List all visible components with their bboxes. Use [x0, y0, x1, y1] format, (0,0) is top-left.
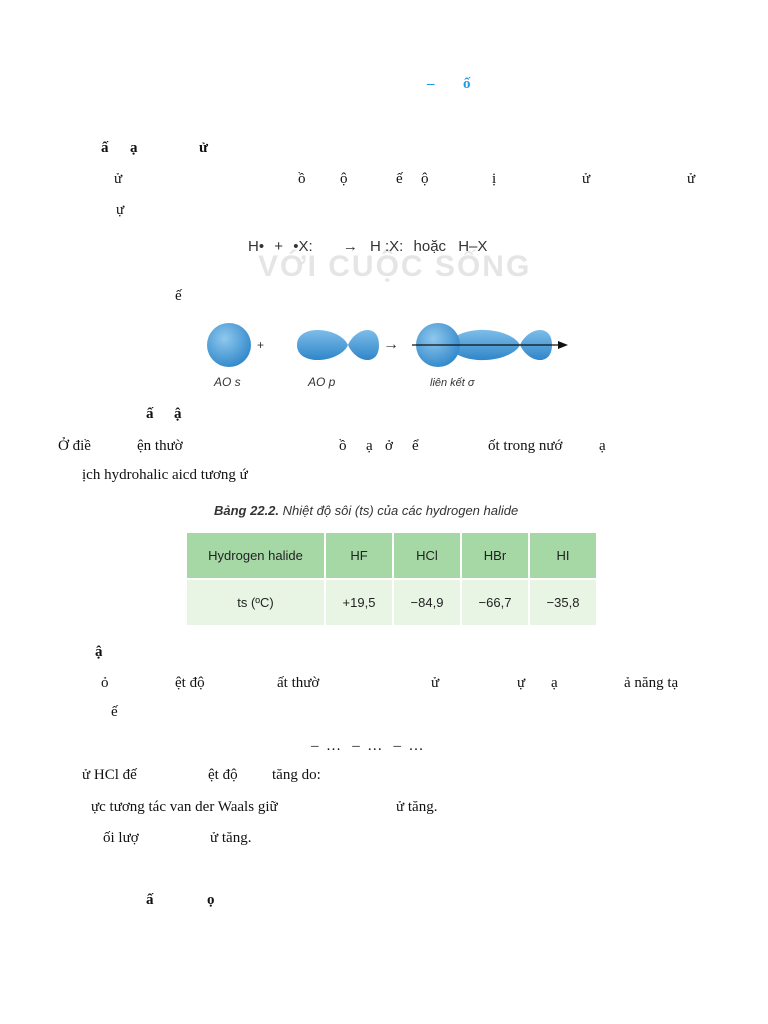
- text-frag: ốt trong nướ: [488, 438, 563, 454]
- text-frag: ở: [385, 438, 393, 454]
- eq-hx: H–X: [458, 238, 488, 255]
- section3-heading: ậ: [95, 644, 103, 660]
- text-frag: ối lượ: [103, 830, 139, 846]
- text-frag: ế: [111, 704, 118, 720]
- watermark: VỚI CUỘC SỐNG: [258, 250, 532, 283]
- table-header-cell: Hydrogen halide: [186, 532, 325, 579]
- text-frag: ử: [582, 171, 591, 187]
- text-frag: ự: [517, 675, 526, 691]
- bond-axis-arrowhead: [558, 341, 568, 349]
- dash-sequence: – … – … – …: [311, 738, 424, 754]
- label-ao-p: AO p: [308, 375, 336, 389]
- text-frag: ử: [114, 171, 123, 187]
- text-frag: ồ: [298, 171, 306, 187]
- table-header-cell: HI: [529, 532, 597, 579]
- text-frag: ỏ: [101, 675, 109, 691]
- eq-plus: +: [274, 238, 284, 255]
- plus-sign: +: [257, 338, 265, 352]
- text-frag: ử HCl đế: [82, 767, 137, 783]
- eq-hoac: hoặc: [413, 238, 447, 255]
- text-frag: tăng do:: [272, 767, 321, 783]
- section4-heading-frag: ấ: [146, 892, 154, 908]
- title-fragment: ố: [463, 76, 471, 92]
- label-sigma-bond: liên kết σ: [430, 377, 475, 389]
- eq-h-dot: H•: [248, 238, 265, 255]
- section1-heading-frag: ử: [199, 140, 209, 156]
- text-frag: ạ: [599, 438, 606, 454]
- text-frag: ế: [396, 171, 403, 187]
- text-frag: ực tương tác van der Waals giữ: [91, 799, 278, 815]
- text-frag: ể: [412, 438, 419, 454]
- text-frag: ệt độ: [208, 767, 238, 783]
- text-frag: ử: [431, 675, 440, 691]
- orbital-diagram: [200, 315, 580, 395]
- title-fragment-dash: –: [427, 76, 435, 92]
- section2-heading-frag: ấ: [146, 406, 154, 422]
- text-frag: ế: [175, 288, 182, 304]
- section4-heading-frag: ọ: [207, 892, 215, 908]
- section1-heading-frag: ạ: [130, 140, 138, 156]
- eq-arrow: →: [342, 238, 358, 255]
- text-frag: ộ: [421, 171, 429, 187]
- table-header-cell: HF: [325, 532, 393, 579]
- lewis-equation: [248, 238, 487, 255]
- text-frag: ồ: [339, 438, 347, 454]
- p-orbital-icon: [297, 330, 379, 360]
- text-frag: ử tăng.: [396, 799, 438, 815]
- text-line: ịch hydrohalic aicd tương ứ: [82, 467, 248, 483]
- text-frag: ạ: [551, 675, 558, 691]
- text-frag: ạ: [366, 438, 373, 454]
- text-frag: Ở điề: [58, 438, 91, 454]
- table-caption: [214, 502, 518, 520]
- section1-heading-frag: ấ: [101, 140, 109, 156]
- eq-h: H: [369, 238, 381, 255]
- text-frag: ả năng tạ: [624, 675, 679, 691]
- text-frag: ất thườ: [277, 675, 320, 691]
- table-header-row: [186, 532, 597, 579]
- text-frag: ự: [116, 202, 125, 218]
- text-frag: ện thườ: [137, 438, 183, 454]
- table-row: [186, 579, 597, 626]
- label-ao-s: AO s: [214, 375, 241, 389]
- table-cell: −35,8: [529, 579, 597, 626]
- table-row-label: ts (ºC): [186, 579, 325, 626]
- table-header-cell: HCl: [393, 532, 461, 579]
- arrow-symbol: →: [383, 336, 399, 353]
- text-frag: ị: [492, 171, 497, 187]
- text-frag: ử tăng.: [210, 830, 252, 846]
- table-caption-text: Nhiệt độ sôi (ts) của các hydrogen halide: [279, 503, 519, 518]
- text-frag: ử: [687, 171, 696, 187]
- table-header-cell: HBr: [461, 532, 529, 579]
- eq-x-dots: •X:: [293, 238, 313, 255]
- table-cell: +19,5: [325, 579, 393, 626]
- s-orbital-icon: [207, 323, 251, 367]
- table-cell: −84,9: [393, 579, 461, 626]
- boiling-point-table: [185, 531, 598, 627]
- text-frag: ệt độ: [175, 675, 205, 691]
- eq-x-bonded: :X:: [385, 238, 404, 255]
- section2-heading-frag: ậ: [174, 406, 182, 422]
- table-caption-label: Bảng 22.2.: [214, 503, 280, 518]
- table-cell: −66,7: [461, 579, 529, 626]
- text-frag: ộ: [340, 171, 348, 187]
